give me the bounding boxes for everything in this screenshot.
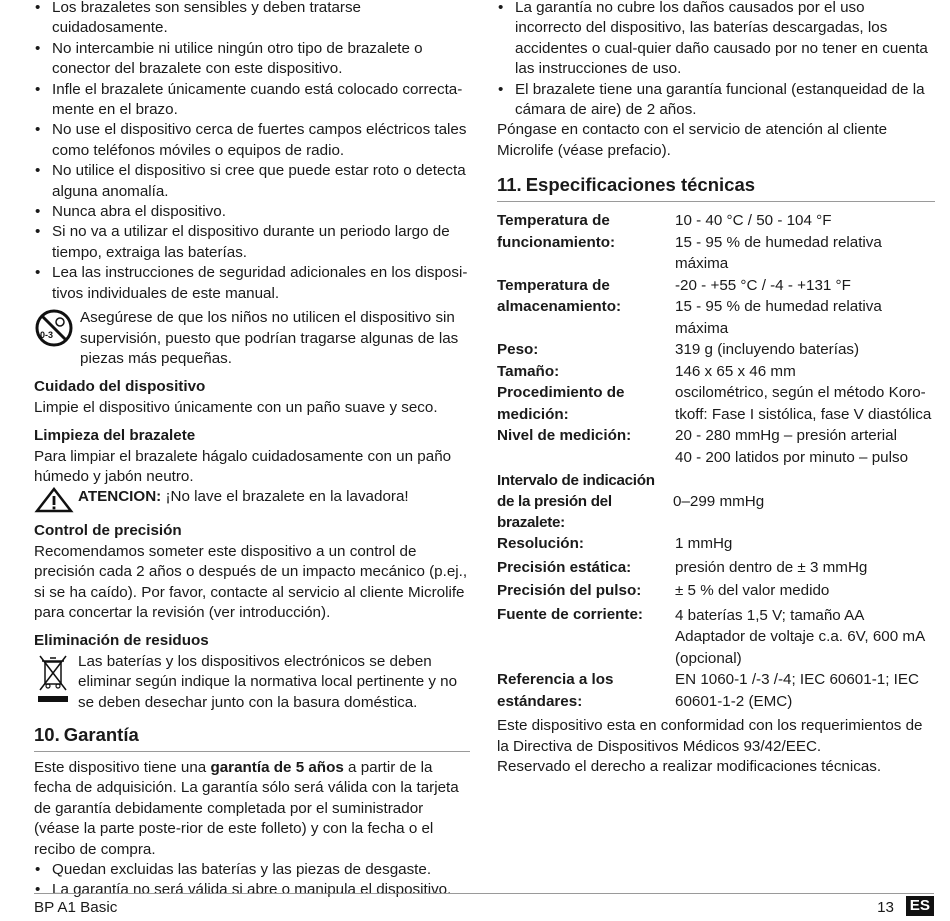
list-item: • Los brazaletes son sensibles y deben tratarse cuidadosamente. bbox=[34, 0, 470, 39]
spec-value: presión dentro de ± 3 mmHg bbox=[675, 558, 868, 576]
table-row bbox=[497, 555, 935, 579]
attention-label: ATENCION: bbox=[78, 488, 162, 506]
cuff-cleaning-text: Para limpiar el brazalete hágalo cuidadosamente con un paño húmedo y jabón neutro. bbox=[34, 447, 452, 485]
attention-text bbox=[78, 487, 409, 507]
warranty-section-heading bbox=[34, 723, 470, 752]
table-row bbox=[497, 533, 935, 555]
model-name: BP A1 Basic bbox=[34, 899, 118, 916]
right-column bbox=[497, 0, 935, 777]
accuracy-text: Recomendamos someter este dispositivo a un control de precisión cada 2 años o después de un impacto mecánico (p.ej., si se ha caído). Por favor, contacte al servicio al cliente Microlife para concertar la revisión (ver introducción). bbox=[34, 542, 468, 621]
spec-label: Temperatura de funcionamiento: bbox=[497, 212, 616, 251]
page-number: 13 bbox=[877, 899, 894, 916]
spec-label-text: Intervalo de indicación de la presión del brazalete: bbox=[497, 472, 655, 532]
spec-label: Peso: bbox=[497, 341, 539, 359]
table-row bbox=[497, 669, 935, 712]
spec-value: 4 baterías 1,5 V; tamaño AA Adaptador de voltaje c.a. 6V, 600 mA (opcional) bbox=[675, 606, 925, 667]
table-row bbox=[497, 602, 935, 670]
section-title: Garantía bbox=[63, 724, 139, 745]
contact-text: Póngase en contacto con el servicio de atención al cliente Microlife (véase prefacio). bbox=[497, 121, 888, 159]
table-row bbox=[497, 210, 935, 275]
warranty-text-start: Este dispositivo tiene una bbox=[34, 759, 211, 776]
spec-value: 146 x 65 x 46 mm bbox=[675, 362, 796, 380]
attention-body: ¡No lave el brazalete en la lavadora! bbox=[161, 488, 409, 506]
list-item: • Lea las instrucciones de seguridad adicionales en los disposi-tivos individuales de este manual. bbox=[34, 263, 470, 304]
cuff-cleaning-heading: Limpieza del brazalete bbox=[34, 427, 196, 445]
spec-label: Fuente de corriente: bbox=[497, 605, 643, 623]
section-number: 11. bbox=[497, 174, 522, 196]
care-heading: Cuidado del dispositivo bbox=[34, 378, 206, 396]
list-item: • No intercambie ni utilice ningún otro tipo de brazalete o conector del brazalete con este dispositivo. bbox=[34, 39, 470, 80]
table-row bbox=[497, 275, 935, 340]
children-warning bbox=[34, 308, 470, 369]
spec-value: ± 5 % del valor medido bbox=[675, 582, 830, 600]
list-item: • Infle el brazalete únicamente cuando está colocado correcta-mente en el brazo. bbox=[34, 80, 470, 121]
spec-label: Procedimiento de medición: bbox=[497, 384, 625, 423]
spec-value: 1 mmHg bbox=[675, 535, 733, 553]
table-row bbox=[497, 468, 935, 533]
list-item: • Si no va a utilizar el dispositivo durante un periodo largo de tiempo, extraiga las baterías. bbox=[34, 222, 470, 263]
table-row bbox=[497, 425, 935, 468]
reserved-rights-text: Reservado el derecho a realizar modificaciones técnicas. bbox=[497, 758, 882, 776]
conformity-text: Este dispositivo esta en conformidad con los requerimientos de la Directiva de Dispositivos Médicos 93/42/EEC. bbox=[497, 717, 923, 755]
warranty-text-end: a partir de la fecha de adquisición. La garantía sólo será válida con la tarjeta de garantía debidamente completada por el suministrador (véase la parte poste-rior de este folleto) y con la fecha o el recibo de compra. bbox=[34, 759, 459, 858]
spec-label: Precisión del pulso: bbox=[497, 582, 642, 600]
spec-value: EN 1060-1 /-3 /-4; IEC 60601-1; IEC 60601-1-2 (EMC) bbox=[675, 671, 919, 710]
table-row bbox=[497, 382, 935, 425]
spec-label: Referencia a los estándares: bbox=[497, 671, 614, 710]
no-children-icon bbox=[34, 308, 74, 348]
attention-note bbox=[34, 487, 470, 513]
spec-label: Resolución: bbox=[497, 535, 584, 553]
disposal-note bbox=[34, 652, 470, 713]
safety-bullet-list bbox=[34, 0, 470, 304]
section-number: 10. bbox=[34, 724, 60, 745]
accuracy-heading: Control de precisión bbox=[34, 522, 182, 540]
page-footer bbox=[34, 893, 934, 920]
spec-value: 319 g (incluyendo baterías) bbox=[675, 341, 860, 359]
list-item: • La garantía no será válida si abre o manipula el dispositivo. bbox=[34, 880, 470, 900]
spec-label: Precisión estática: bbox=[497, 558, 632, 576]
list-item: • Quedan excluidas las baterías y las piezas de desgaste. bbox=[34, 860, 470, 880]
disposal-heading: Eliminación de residuos bbox=[34, 632, 209, 650]
list-item: • No use el dispositivo cerca de fuertes campos eléctricos tales como teléfonos móviles o equipos de radio. bbox=[34, 120, 470, 161]
crossed-bin-icon bbox=[34, 652, 74, 708]
warranty-period: garantía de 5 años bbox=[210, 759, 344, 776]
list-item: • Nunca abra el dispositivo. bbox=[34, 202, 470, 222]
left-column bbox=[34, 0, 470, 901]
spec-value: 0–299 mmHg bbox=[673, 493, 765, 511]
table-row bbox=[497, 361, 935, 383]
warranty-continued-list bbox=[497, 0, 935, 120]
spec-label: Tamaño: bbox=[497, 362, 560, 380]
spec-value: 20 - 280 mmHg – presión arterial 40 - 200 latidos por minuto – pulso bbox=[675, 427, 909, 466]
specs-table bbox=[497, 210, 935, 712]
spec-label: Nivel de medición: bbox=[497, 427, 632, 445]
spec-value: -20 - +55 °C / -4 - +131 °F 15 - 95 % de humedad relativa máxima bbox=[675, 276, 882, 337]
children-warning-text: Asegúrese de que los niños no utilicen el dispositivo sin supervisión, puesto que podrían tragarse algunas de las piezas más pequeñas. bbox=[80, 309, 459, 367]
age-label: 0-3 bbox=[40, 330, 54, 341]
specs-section-heading bbox=[497, 173, 935, 202]
care-text: Limpie el dispositivo únicamente con un paño suave y seco. bbox=[34, 398, 438, 416]
warranty-text bbox=[34, 758, 470, 860]
list-item: • No utilice el dispositivo si cree que puede estar roto o detecta alguna anomalía. bbox=[34, 161, 470, 202]
disposal-text: Las baterías y los dispositivos electrónicos se deben eliminar según indique la normativa local pertinente y no se deben desechar junto con la basura doméstica. bbox=[78, 652, 458, 711]
table-row bbox=[497, 578, 935, 602]
spec-label bbox=[497, 468, 935, 533]
spec-value: 10 - 40 °C / 50 - 104 °F 15 - 95 % de humedad relativa máxima bbox=[675, 212, 882, 273]
list-item: • La garantía no cubre los daños causados por el uso incorrecto del dispositivo, las baterías descargadas, los accidentes o cual-quier daño causado por no tener en cuenta las instrucciones de uso. bbox=[497, 0, 935, 80]
table-row bbox=[497, 339, 935, 361]
spec-value: oscilométrico, según el método Koro-tkoff: Fase I sistólica, fase V diastólica bbox=[675, 384, 932, 423]
list-item: • El brazalete tiene una garantía funcional (estanqueidad de la cámara de aire) de 2 años. bbox=[497, 80, 935, 121]
language-badge: ES bbox=[906, 896, 934, 916]
warning-triangle-icon bbox=[34, 487, 74, 513]
spec-label: Temperatura de almacenamiento: bbox=[497, 276, 622, 316]
section-title: Especificaciones técnicas bbox=[525, 174, 756, 196]
